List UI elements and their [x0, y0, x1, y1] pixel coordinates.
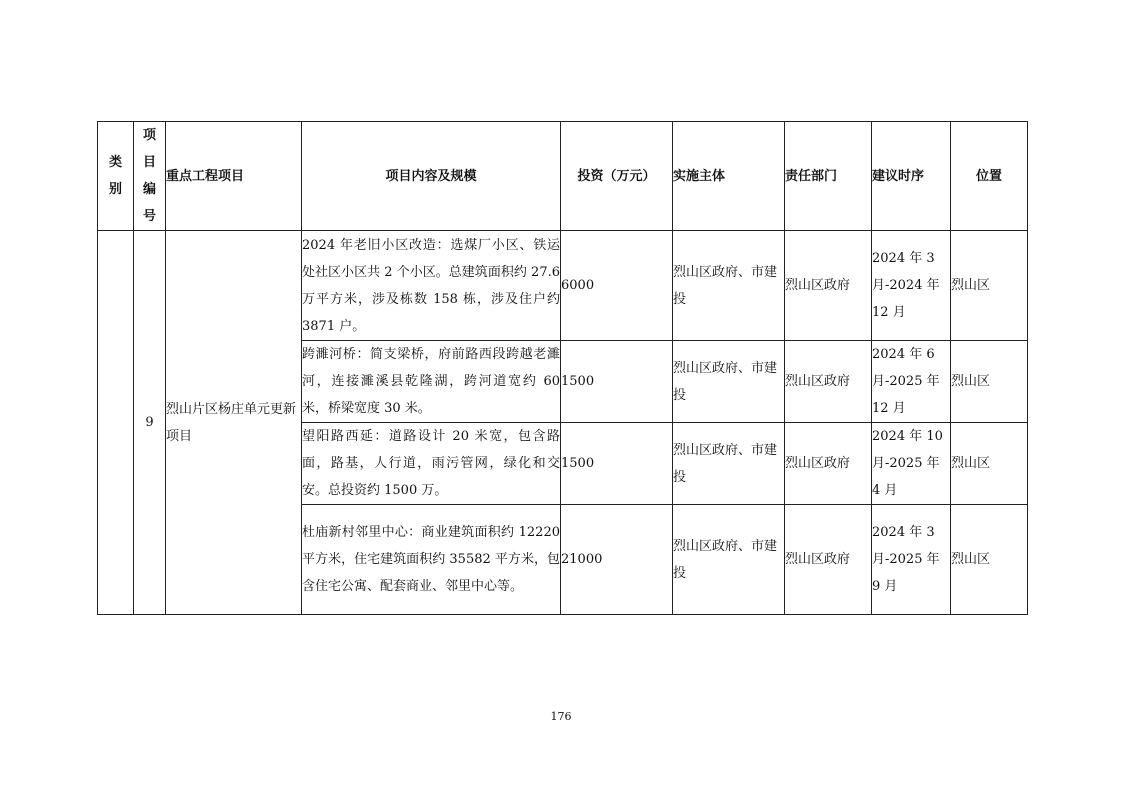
- cell-key-project: 烈山片区杨庄单元更新项目: [166, 231, 302, 615]
- project-table: [97, 121, 1028, 615]
- header-investment: 投资（万元）: [561, 122, 673, 231]
- cell-location: 烈山区: [951, 505, 1028, 615]
- header-category-char-2: 别: [108, 182, 122, 197]
- cell-project-no: 9: [134, 231, 166, 615]
- cell-responsible: 烈山区政府: [785, 231, 872, 341]
- header-location: 位置: [951, 122, 1028, 231]
- cell-implementer: 烈山区政府、市建投: [673, 341, 785, 423]
- header-implementer: 实施主体: [673, 122, 785, 231]
- cell-content: 杜庙新村邻里中心：商业建筑面积约 12220 平方米，住宅建筑面积约 35582 平方米，包含住宅公寓、配套商业、邻里中心等。: [302, 505, 561, 615]
- cell-timeline: 2024 年 3 月-2024 年 12 月: [872, 231, 951, 341]
- cell-location: 烈山区: [951, 423, 1028, 505]
- cell-responsible: 烈山区政府: [785, 341, 872, 423]
- cell-content: 望阳路西延：道路设计 20 米宽，包含路面，路基，人行道，雨污管网，绿化和交安。总投资约 1500 万。: [302, 423, 561, 505]
- cell-investment: 21000: [561, 505, 673, 615]
- table-row: [98, 231, 1028, 341]
- header-category-char-1: 类: [108, 155, 122, 170]
- header-project-no-char-3: 编: [142, 182, 156, 197]
- header-project-no-char-2: 目: [142, 155, 156, 170]
- header-content: 项目内容及规模: [302, 122, 561, 231]
- cell-investment: 1500: [561, 423, 673, 505]
- page-number: 176: [550, 710, 572, 723]
- header-key-project: 重点工程项目: [166, 122, 302, 231]
- header-project-no-char-4: 号: [142, 209, 156, 224]
- header-responsible: 责任部门: [785, 122, 872, 231]
- table-header-row: [98, 122, 1028, 231]
- cell-responsible: 烈山区政府: [785, 505, 872, 615]
- cell-location: 烈山区: [951, 341, 1028, 423]
- cell-location: 烈山区: [951, 231, 1028, 341]
- cell-content: 跨濉河桥：简支梁桥，府前路西段跨越老濉河，连接濉溪县乾隆湖，跨河道宽约 60 米，桥梁宽度 30 米。: [302, 341, 561, 423]
- cell-content: 2024 年老旧小区改造：选煤厂小区、铁运处社区小区共 2 个小区。总建筑面积约 27.6 万平方米，涉及栋数 158 栋，涉及住户约 3871 户。: [302, 231, 561, 341]
- cell-implementer: 烈山区政府、市建投: [673, 423, 785, 505]
- cell-investment: 1500: [561, 341, 673, 423]
- cell-implementer: 烈山区政府、市建投: [673, 231, 785, 341]
- header-timeline: 建议时序: [872, 122, 951, 231]
- header-project-no-char-1: 项: [142, 128, 156, 143]
- cell-responsible: 烈山区政府: [785, 423, 872, 505]
- cell-category: [98, 231, 134, 615]
- cell-timeline: 2024 年 3 月-2025 年 9 月: [872, 505, 951, 615]
- cell-timeline: 2024 年 6 月-2025 年 12 月: [872, 341, 951, 423]
- header-category: [98, 122, 134, 231]
- cell-implementer: 烈山区政府、市建投: [673, 505, 785, 615]
- cell-timeline: 2024 年 10 月-2025 年 4 月: [872, 423, 951, 505]
- cell-investment: 6000: [561, 231, 673, 341]
- header-project-no: [134, 122, 166, 231]
